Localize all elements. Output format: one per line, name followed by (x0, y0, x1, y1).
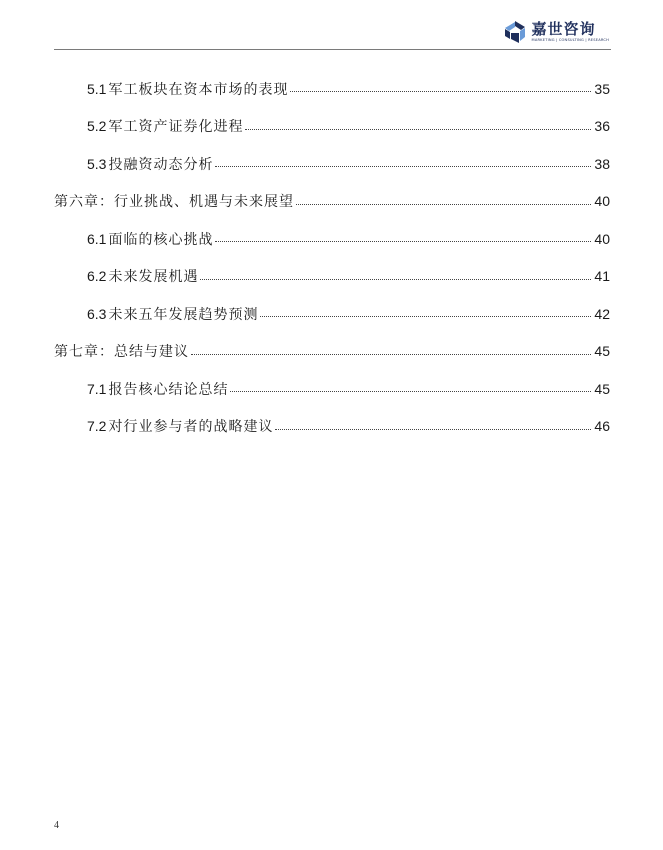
toc-dot-leader (275, 428, 591, 430)
toc-dot-leader (260, 315, 591, 317)
toc-entry[interactable] (54, 295, 610, 333)
page-header (54, 0, 609, 50)
toc-entry[interactable] (54, 145, 610, 183)
logo-name: 嘉世咨询 (531, 19, 596, 38)
logo-mark-icon (502, 19, 528, 45)
toc-entry-text: 军工资产证券化进程 (108, 119, 244, 136)
toc-entry-title (54, 191, 294, 211)
toc-dot-leader (200, 278, 591, 280)
toc-entry-page: 41 (594, 268, 610, 285)
toc-entry-text: 投融资动态分析 (108, 156, 214, 173)
page-number: 4 (54, 820, 59, 831)
toc-entry-title (87, 229, 213, 249)
toc-entry[interactable] (54, 258, 610, 296)
toc-dot-leader (296, 203, 591, 205)
toc-entry[interactable] (54, 220, 610, 258)
toc-entry-title (87, 116, 243, 136)
toc-entry-page: 40 (594, 193, 610, 210)
toc-dot-leader (215, 165, 591, 167)
toc-entry-text: 第六章：行业挑战、机遇与未来展望 (54, 194, 294, 211)
toc-entry[interactable] (54, 108, 610, 146)
toc-entry-title (87, 416, 273, 436)
company-logo (502, 19, 609, 45)
toc-entry[interactable] (54, 70, 610, 108)
toc-dot-leader (245, 128, 591, 130)
toc-entry[interactable] (54, 183, 610, 221)
toc-entry-number: 5.3 (87, 155, 107, 172)
toc-entry-text: 对行业参与者的战略建议 (108, 419, 274, 436)
toc-entry-title (54, 341, 189, 361)
toc-entry-page: 46 (594, 418, 610, 435)
toc-dot-leader (215, 240, 591, 242)
toc-entry-title (87, 379, 228, 399)
toc-entry-text: 面临的核心挑战 (108, 231, 214, 248)
toc-entry-number: 5.1 (87, 80, 107, 97)
toc-entry[interactable] (54, 333, 610, 371)
toc-entry-title (87, 154, 213, 174)
toc-entry-text: 军工板块在资本市场的表现 (108, 81, 289, 98)
toc-dot-leader (191, 353, 591, 355)
toc-entry-title (87, 266, 198, 286)
toc-entry-page: 40 (594, 230, 610, 247)
toc-entry-text: 未来五年发展趋势预测 (108, 306, 259, 323)
table-of-contents (54, 70, 610, 445)
toc-entry-page: 42 (594, 305, 610, 322)
toc-entry-number: 6.2 (87, 268, 107, 285)
toc-entry-number: 7.2 (87, 418, 107, 435)
header-divider (54, 49, 611, 50)
toc-entry-text: 未来发展机遇 (108, 269, 199, 286)
toc-entry-number: 6.1 (87, 230, 107, 247)
toc-dot-leader (230, 390, 591, 392)
logo-tagline: MARKETING | CONSULTING | RESEARCH (531, 37, 609, 42)
toc-entry-number: 7.1 (87, 380, 107, 397)
toc-entry-title (87, 79, 288, 99)
toc-dot-leader (290, 90, 591, 92)
toc-entry-number: 6.3 (87, 305, 107, 322)
toc-entry-page: 45 (594, 343, 610, 360)
toc-entry-title (87, 304, 258, 324)
toc-entry-number: 5.2 (87, 118, 107, 135)
toc-entry[interactable] (54, 370, 610, 408)
toc-entry-page: 45 (594, 380, 610, 397)
toc-entry-text: 第七章：总结与建议 (54, 344, 189, 361)
toc-entry-page: 36 (594, 118, 610, 135)
toc-entry-text: 报告核心结论总结 (108, 381, 229, 398)
toc-entry[interactable] (54, 408, 610, 446)
toc-entry-page: 35 (594, 80, 610, 97)
toc-entry-page: 38 (594, 155, 610, 172)
